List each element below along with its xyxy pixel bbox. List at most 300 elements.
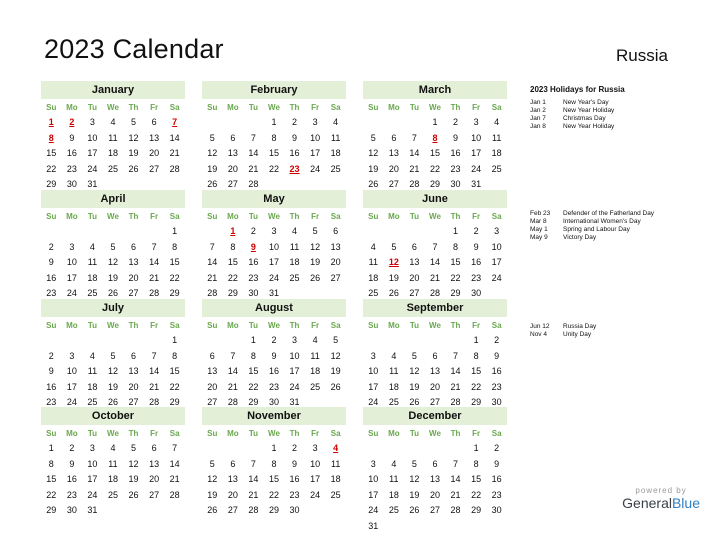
day-cell: 21 [149,381,160,392]
weekday-label: Su [207,103,218,112]
empty-cell [404,441,425,457]
day-cell: 23 [450,163,461,174]
day-cell: 17 [310,148,321,159]
day-cell: 9 [48,257,54,268]
day-cell: 14 [450,366,461,377]
day-cell: 16 [450,148,461,159]
holiday-name: International Women's Day [563,218,641,225]
day-cell: 17 [268,257,279,268]
week-row [41,115,185,131]
day-cell: 12 [128,132,139,143]
day-cell: 14 [169,132,180,143]
weekday-label: Su [46,212,57,221]
day-cell: 9 [69,458,75,469]
weekday-header-row [363,101,507,115]
week-row [202,472,346,488]
day-cell: 7 [230,350,236,361]
weekday-label: We [268,103,280,112]
day-cell: 20 [429,381,440,392]
day-cell: 6 [151,443,157,453]
day-cell: 28 [227,397,238,408]
week-row [363,115,507,131]
holiday-item [530,234,700,242]
week-row [363,146,507,162]
day-cell: 21 [450,489,461,500]
day-cell: 17 [310,474,321,485]
month-november [202,407,346,519]
weekday-header-row [41,101,185,115]
day-cell: 9 [69,132,75,143]
day-cell: 11 [87,366,98,377]
holiday-name: New Year Holiday [563,123,615,130]
day-cell: 31 [289,397,300,408]
holiday-list-q3 [530,323,700,339]
day-cell: 20 [227,489,238,500]
week-row [41,457,185,473]
day-cell: 27 [149,489,160,500]
day-cell: 4 [333,443,339,453]
day-cell: 18 [310,366,321,377]
day-cell: 13 [388,148,399,159]
day-cell: 4 [370,241,376,252]
weekday-label: Fr [150,103,159,112]
day-cell: 3 [89,443,95,453]
month-header: August [202,299,346,317]
holiday-date: May 1 [530,226,548,233]
day-cell: 19 [207,163,218,174]
week-row [363,224,507,240]
day-cell: 15 [471,366,482,377]
day-cell: 15 [450,257,461,268]
month-february [202,81,346,193]
day-cell: 30 [248,288,259,299]
day-cell: 22 [268,489,279,500]
day-cell: 25 [491,163,502,174]
day-cell: 27 [227,505,238,516]
day-cell: 24 [471,163,482,174]
day-cell: 10 [289,350,300,361]
day-cell: 12 [310,241,321,252]
day-cell: 28 [248,179,259,190]
day-cell: 2 [48,350,54,361]
day-cell: 12 [388,257,399,268]
brand-name-blue: Blue [671,495,700,511]
weekday-label: Mo [66,212,78,221]
brand-name-general: General [622,495,672,511]
month-header: January [41,81,185,99]
weekday-label: We [107,429,119,438]
weekday-label: Sa [169,212,180,221]
day-cell: 6 [209,350,215,361]
day-cell: 22 [471,489,482,500]
day-cell: 24 [491,272,502,283]
empty-cell [425,519,446,535]
day-cell: 30 [66,179,77,190]
weekday-label: Su [46,103,57,112]
day-cell: 16 [491,366,502,377]
empty-cell [363,115,384,131]
day-cell: 27 [207,397,218,408]
weekday-label: Tu [87,212,97,221]
empty-cell [325,503,346,519]
weekday-label: We [268,429,280,438]
day-cell: 20 [207,381,218,392]
weekday-label: Mo [66,429,78,438]
weekday-label: Fr [311,103,320,112]
day-cell: 21 [409,163,420,174]
day-cell: 18 [388,381,399,392]
weekday-label: Su [46,321,57,330]
empty-cell [144,503,165,519]
day-cell: 22 [169,381,180,392]
day-cell: 2 [69,443,75,453]
day-cell: 15 [429,148,440,159]
weekday-label: Fr [311,429,320,438]
weekday-label: Mo [388,212,400,221]
week-row [202,503,346,519]
day-cell: 24 [87,163,98,174]
holiday-item [530,323,700,331]
day-cell: 24 [87,489,98,500]
day-cell: 20 [149,474,160,485]
week-row [41,162,185,178]
empty-cell [404,115,425,131]
weekday-header-row [363,427,507,441]
day-cell: 23 [248,272,259,283]
day-cell: 21 [248,163,259,174]
day-cell: 17 [87,148,98,159]
day-cell: 13 [149,458,160,469]
day-cell: 8 [432,132,438,143]
day-cell: 20 [128,381,139,392]
weekday-label: Fr [472,103,481,112]
day-cell: 24 [310,489,321,500]
weekday-label: We [429,321,441,330]
weekday-label: We [107,321,119,330]
weekday-label: Sa [169,321,180,330]
day-cell: 10 [66,257,77,268]
day-cell: 15 [268,474,279,485]
holiday-name: New Year Holiday [563,107,615,114]
day-cell: 15 [169,366,180,377]
weekday-label: We [429,103,441,112]
weekday-header-row [41,319,185,333]
day-cell: 16 [46,272,57,283]
day-cell: 16 [289,148,300,159]
day-cell: 7 [250,458,256,469]
day-cell: 14 [429,257,440,268]
day-cell: 6 [391,132,397,143]
day-cell: 29 [429,179,440,190]
brand-name [622,495,700,511]
week-row [363,255,507,271]
month-december [363,407,507,535]
day-cell: 28 [450,397,461,408]
week-row [363,131,507,147]
day-cell: 9 [48,366,54,377]
weekday-label: We [429,212,441,221]
holiday-item [530,226,700,234]
day-cell: 30 [66,505,77,516]
holiday-item [530,107,700,115]
day-cell: 17 [289,366,300,377]
day-cell: 19 [368,163,379,174]
day-cell: 16 [268,366,279,377]
holiday-date: Jan 1 [530,99,546,106]
empty-cell [384,333,405,349]
day-cell: 1 [473,443,479,453]
holiday-name: Spring and Labour Day [563,226,630,233]
day-cell: 14 [169,458,180,469]
week-row [363,519,507,535]
day-cell: 5 [312,226,318,236]
week-row [202,380,346,396]
brand-logo [622,486,700,511]
day-cell: 1 [271,117,277,127]
empty-cell [62,333,83,349]
weekday-label: Su [207,212,218,221]
holiday-date: Nov 4 [530,331,547,338]
weekday-label: Tu [248,321,258,330]
month-header: June [363,190,507,208]
week-row [202,146,346,162]
day-cell: 23 [46,397,57,408]
day-cell: 17 [66,381,77,392]
holiday-name: Victory Day [563,234,597,241]
weekday-label: Th [128,212,139,221]
day-cell: 13 [128,366,139,377]
day-cell: 1 [48,117,54,127]
day-cell: 4 [110,117,116,127]
day-cell: 4 [292,226,298,236]
day-cell: 4 [89,241,95,252]
day-cell: 16 [289,474,300,485]
week-row [363,162,507,178]
day-cell: 21 [450,381,461,392]
empty-cell [103,333,124,349]
holiday-date: Jun 12 [530,323,550,330]
day-cell: 26 [107,397,118,408]
day-cell: 15 [169,257,180,268]
day-cell: 11 [389,474,399,485]
day-cell: 21 [227,381,238,392]
empty-cell [202,333,223,349]
day-cell: 12 [409,474,420,485]
day-cell: 13 [207,366,218,377]
weekday-label: Th [450,429,461,438]
weekday-header-row [41,210,185,224]
day-cell: 14 [227,366,238,377]
powered-by-text: powered by [635,486,687,495]
empty-cell [363,333,384,349]
day-cell: 9 [292,132,298,143]
day-cell: 3 [69,350,75,361]
day-cell: 5 [333,335,339,345]
empty-cell [404,333,425,349]
empty-cell [41,224,62,240]
day-cell: 10 [268,241,279,252]
day-cell: 7 [209,241,215,252]
weekday-label: Su [368,103,379,112]
weekday-header-row [202,319,346,333]
week-row [202,271,346,287]
day-cell: 27 [227,179,238,190]
week-row [363,333,507,349]
empty-cell [466,519,487,535]
day-cell: 25 [87,288,98,299]
weekday-header-row [41,427,185,441]
week-row [202,349,346,365]
weekday-label: Fr [472,429,481,438]
month-header: July [41,299,185,317]
day-cell: 21 [169,474,180,485]
week-row [363,271,507,287]
empty-cell [445,333,466,349]
day-cell: 7 [432,241,438,252]
day-cell: 2 [494,443,500,453]
day-cell: 27 [128,288,139,299]
day-cell: 28 [409,179,420,190]
week-row [202,333,346,349]
week-row [363,503,507,519]
month-september [363,299,507,411]
week-row [41,441,185,457]
day-cell: 26 [207,505,218,516]
day-cell: 16 [491,474,502,485]
weekday-label: Th [128,321,139,330]
weekday-label: Tu [409,321,419,330]
empty-cell [41,333,62,349]
weekday-label: Fr [311,212,320,221]
holidays-title: 2023 Holidays for Russia [530,85,625,94]
day-cell: 10 [368,474,379,485]
day-cell: 20 [409,272,420,283]
day-cell: 11 [108,132,118,143]
day-cell: 10 [87,132,98,143]
day-cell: 17 [368,489,379,500]
day-cell: 4 [391,350,397,361]
day-cell: 14 [409,148,420,159]
empty-cell [82,224,103,240]
weekday-label: Mo [227,103,239,112]
weekday-label: We [268,212,280,221]
weekday-label: Fr [472,321,481,330]
day-cell: 20 [149,148,160,159]
day-cell: 2 [494,335,500,345]
day-cell: 8 [48,132,54,143]
day-cell: 1 [473,335,479,345]
day-cell: 9 [250,241,256,252]
day-cell: 27 [128,397,139,408]
day-cell: 22 [46,163,57,174]
day-cell: 31 [471,179,482,190]
day-cell: 30 [471,288,482,299]
week-row [202,224,346,240]
day-cell: 22 [248,381,259,392]
weekday-label: Th [289,103,300,112]
week-row [202,240,346,256]
day-cell: 23 [289,489,300,500]
day-cell: 30 [491,505,502,516]
day-cell: 20 [429,489,440,500]
day-cell: 6 [131,350,137,361]
day-cell: 23 [268,381,279,392]
holiday-date: Mar 8 [530,218,547,225]
day-cell: 10 [471,132,482,143]
week-row [202,441,346,457]
day-cell: 13 [429,366,440,377]
day-cell: 11 [330,458,341,469]
week-row [41,488,185,504]
day-cell: 7 [250,132,256,143]
day-cell: 30 [289,505,300,516]
empty-cell [445,441,466,457]
day-cell: 26 [128,489,139,500]
day-cell: 18 [289,257,300,268]
day-cell: 20 [128,272,139,283]
day-cell: 12 [107,257,118,268]
holiday-item [530,331,700,339]
day-cell: 21 [169,148,180,159]
day-cell: 31 [87,505,98,516]
day-cell: 23 [66,163,77,174]
day-cell: 22 [169,272,180,283]
day-cell: 15 [227,257,238,268]
week-row [363,441,507,457]
day-cell: 18 [491,148,502,159]
empty-cell [243,115,264,131]
day-cell: 11 [389,366,399,377]
day-cell: 25 [107,163,118,174]
day-cell: 5 [110,241,116,252]
day-cell: 17 [368,381,379,392]
day-cell: 19 [128,148,139,159]
day-cell: 26 [128,163,139,174]
day-cell: 29 [268,505,279,516]
empty-cell [223,333,244,349]
day-cell: 22 [429,163,440,174]
empty-cell [123,503,144,519]
day-cell: 10 [491,241,502,252]
day-cell: 5 [370,132,376,143]
day-cell: 28 [450,505,461,516]
weekday-label: Tu [248,212,258,221]
week-row [363,240,507,256]
day-cell: 12 [207,148,218,159]
weekday-label: Tu [87,321,97,330]
weekday-label: Tu [248,103,258,112]
day-cell: 25 [310,381,321,392]
day-cell: 4 [89,350,95,361]
day-cell: 7 [172,117,178,127]
day-cell: 21 [207,272,218,283]
day-cell: 5 [131,117,137,127]
day-cell: 27 [388,179,399,190]
day-cell: 22 [46,489,57,500]
day-cell: 2 [292,117,298,127]
day-cell: 2 [473,226,479,236]
day-cell: 3 [89,117,95,127]
day-cell: 13 [429,474,440,485]
weekday-label: Th [128,103,139,112]
day-cell: 4 [110,443,116,453]
day-cell: 10 [87,458,98,469]
day-cell: 23 [289,163,300,174]
day-cell: 24 [289,381,300,392]
day-cell: 11 [330,132,341,143]
day-cell: 19 [107,381,118,392]
week-row [41,333,185,349]
